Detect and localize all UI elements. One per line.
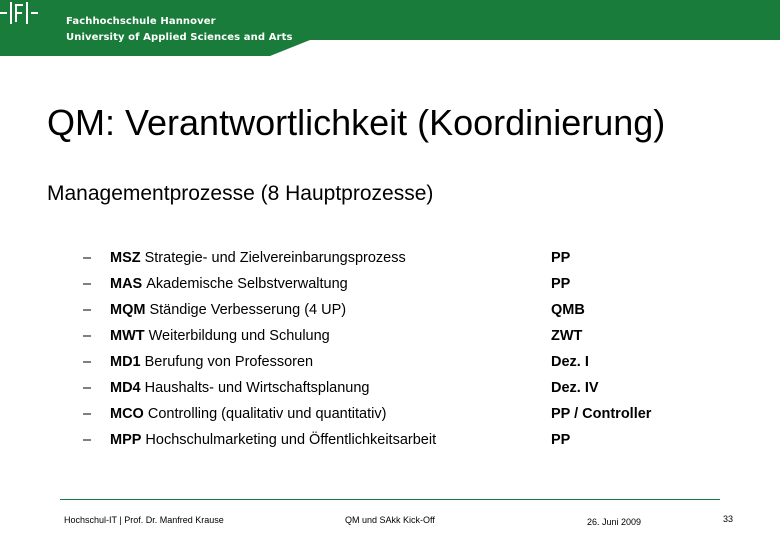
bullet-dash: – — [83, 250, 92, 266]
institution-name-english: University of Applied Sciences and Arts — [66, 32, 293, 43]
process-description: Akademische Selbstverwaltung — [146, 276, 348, 292]
bullet-dash: – — [83, 432, 92, 448]
process-code: MWT — [110, 328, 145, 344]
header-banner — [0, 0, 780, 56]
list-item — [0, 271, 780, 297]
slide-title: QM: Verantwortlichkeit (Koordinierung) — [47, 102, 666, 143]
bullet-dash: – — [83, 406, 92, 422]
process-code: MQM — [110, 302, 146, 318]
process-description: Hochschulmarketing und Öffentlichkeitsarbeit — [145, 432, 437, 448]
process-code: MCO — [110, 406, 144, 422]
process-owner: PP / Controller — [551, 406, 652, 422]
list-item — [0, 245, 780, 271]
process-description: Controlling (qualitativ und quantitativ) — [147, 406, 387, 422]
institution-name — [66, 14, 293, 46]
institution-name-german: Fachhochschule Hannover — [66, 16, 216, 27]
process-code: MAS — [110, 276, 143, 292]
footer-date: 26. Juni 2009 — [587, 517, 642, 527]
process-owner: ZWT — [551, 328, 583, 344]
process-description: Berufung von Professoren — [144, 354, 314, 370]
bullet-dash: – — [83, 302, 92, 318]
process-owner: Dez. IV — [551, 380, 599, 396]
list-item — [0, 375, 780, 401]
process-list — [0, 245, 780, 453]
process-code: MD4 — [110, 380, 141, 396]
footer-author: Hochschul-IT | Prof. Dr. Manfred Krause — [64, 515, 224, 525]
list-item — [0, 427, 780, 453]
list-item — [0, 297, 780, 323]
bullet-dash: – — [83, 328, 92, 344]
process-owner: PP — [551, 250, 571, 266]
list-item — [0, 323, 780, 349]
process-description: Weiterbildung und Schulung — [148, 328, 330, 344]
process-owner: QMB — [551, 302, 585, 318]
slide-subtitle: Managementprozesse (8 Hauptprozesse) — [47, 182, 434, 205]
bullet-dash: – — [83, 354, 92, 370]
process-code: MSZ — [110, 250, 141, 266]
process-description: Strategie- und Zielvereinbarungsprozess — [144, 250, 406, 266]
process-code: MD1 — [110, 354, 141, 370]
list-item — [0, 349, 780, 375]
bullet-dash: – — [83, 380, 92, 396]
process-owner: PP — [551, 276, 571, 292]
process-description: Haushalts- und Wirtschaftsplanung — [144, 380, 370, 396]
process-description: Ständige Verbesserung (4 UP) — [149, 302, 347, 318]
footer-event: QM und SAkk Kick-Off — [345, 515, 435, 525]
process-owner: PP — [551, 432, 571, 448]
page-number: 33 — [723, 514, 734, 524]
footer-divider — [60, 499, 720, 500]
process-code: MPP — [110, 432, 142, 448]
bullet-dash: – — [83, 276, 92, 292]
fh-logo-icon — [0, 0, 48, 26]
list-item — [0, 401, 780, 427]
process-owner: Dez. I — [551, 354, 589, 370]
